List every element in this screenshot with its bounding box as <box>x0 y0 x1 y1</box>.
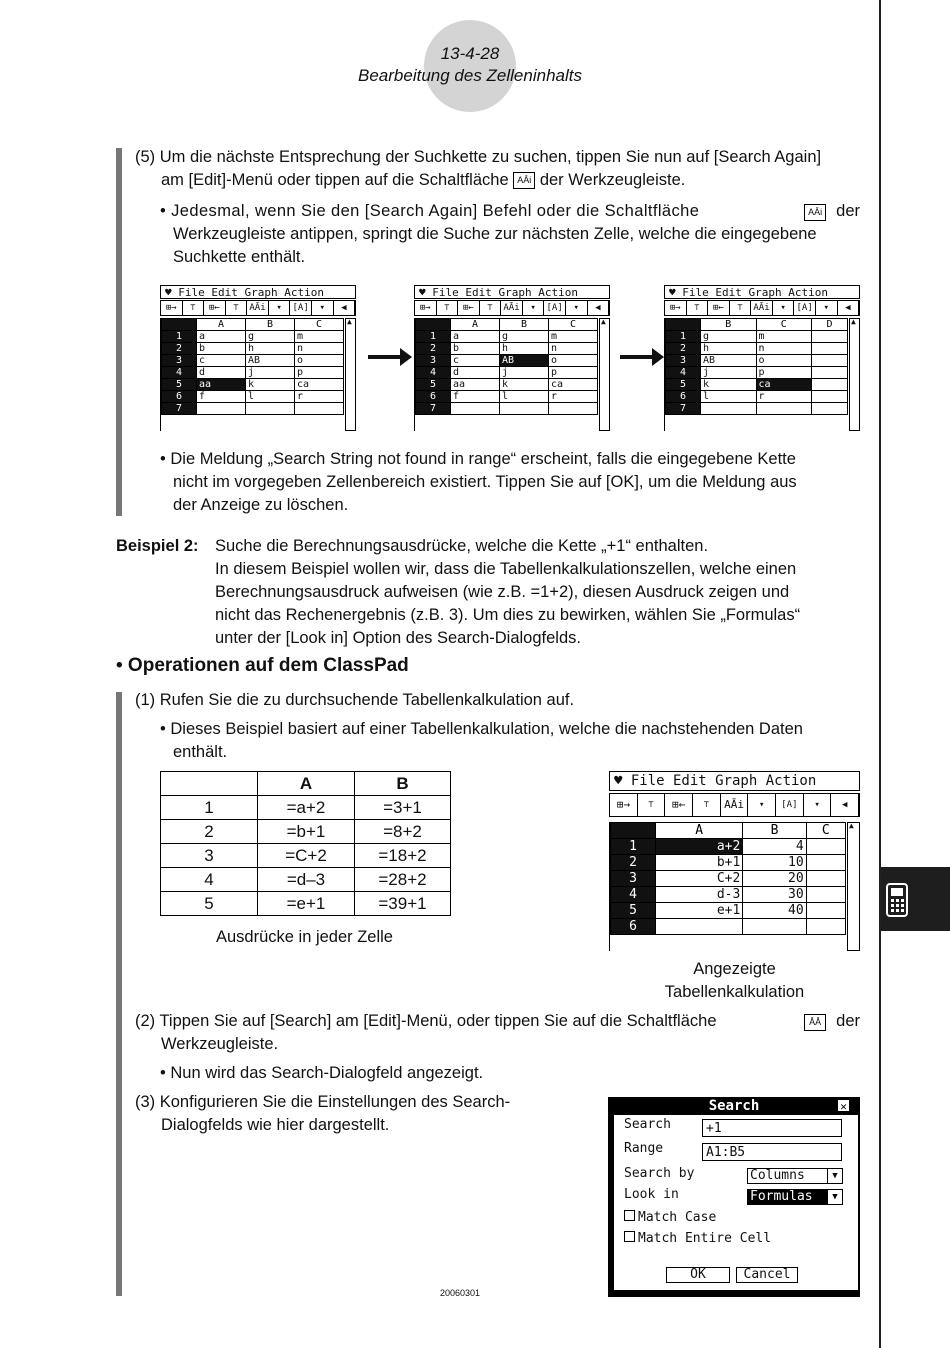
step-1: (1) Rufen Sie die zu durchsuchende Tabellenkalkulation auf. <box>135 691 575 709</box>
arrow-icon <box>620 355 654 359</box>
expression-table <box>160 771 451 916</box>
ok-button[interactable]: OK <box>666 1267 730 1283</box>
toolbar: ⊞→ ⊤ ⊞← ⊤ AĀi ▾ [A] ▾ ◀ <box>664 300 860 316</box>
lookin-label: Look in <box>624 1187 679 1202</box>
bullet-3: • Dieses Beispiel basiert auf einer Tabellenkalkulation, welche die nachstehenden Daten enthält. <box>160 720 803 761</box>
search-again-icon: AĀi <box>513 172 535 189</box>
calculator-screen-2: ♥ File Edit Graph Action ⊞→ ⊤ ⊞← ⊤ AĀi ▾ [A] ▾ ◀ A B C 1 a g m 2 b h n 3 c AB o 4 d j p 5 aa k ca 6 f l r 7 ▲ <box>414 285 610 431</box>
screen-caption: Angezeigte Tabellenkalkulation <box>664 960 805 1001</box>
section-bar <box>116 148 122 516</box>
lookin-select[interactable]: Formulas ▼ <box>747 1189 843 1205</box>
toolbar: ⊞→ ⊤ ⊞← ⊤ AĀi ▾ [A] ▾ ◀ <box>609 793 860 817</box>
calculator-icon <box>881 867 950 931</box>
step-5: (5) Um die nächste Entsprechung der Suchkette zu suchen, tippen Sie nun auf [Search Again] am [Edit]-Menü oder tippen auf die Schaltfläche AĀi der Werkzeugleiste. <box>135 148 822 189</box>
search-dialog <box>608 1097 860 1297</box>
search-again-icon: AĀi <box>804 204 826 221</box>
match-case-checkbox[interactable]: Match Case <box>624 1210 716 1225</box>
toolbar: ⊞→ ⊤ ⊞← ⊤ AĀi ▾ [A] ▾ ◀ <box>414 300 610 316</box>
bullet-1: • Jedesmal, wenn Sie den [Search Again] Befehl oder die Schaltfläche AĀi der Werkzeugleiste antippen, springt die Suche zur nächsten Zelle, welche die eingegebene Suchkette enthält. <box>160 202 860 266</box>
match-entire-cell-checkbox[interactable]: Match Entire Cell <box>624 1231 771 1246</box>
chapter-tab <box>881 867 950 931</box>
dialog-title: Search <box>708 1098 760 1114</box>
close-icon[interactable]: ✕ <box>837 1099 850 1112</box>
toolbar: ⊞→ ⊤ ⊞← ⊤ AĀi ▾ [A] ▾ ◀ <box>160 300 356 316</box>
chevron-down-icon: ▼ <box>827 1190 842 1204</box>
page-number: 13-4-28 <box>440 44 500 63</box>
example-text: Suche die Berechnungsausdrücke, welche die Kette „+1“ enthalten. In diesem Beispiel wollen wir, dass die Tabellenkalkulationszellen, welche einen Berechnungsausdruck aufweisen (wie z.B. =1+2), diesen Ausdruck zeigen und nicht das Rechenergebnis (z.B. 3). Um dies zu bewirken, wählen Sie „Formulas“ unter der [Look in] Option des Search-Dialogfelds. <box>215 537 801 647</box>
table-row: 3 =C+2 =18+2 <box>161 844 451 868</box>
menu-bar: ♥ File Edit Graph Action <box>609 771 860 791</box>
table-row: 5 =e+1 =39+1 <box>161 892 451 916</box>
menu-bar: ♥ File Edit Graph Action <box>414 285 610 299</box>
search-icon: ÅÅ <box>804 1014 826 1031</box>
step-2: (2) Tippen Sie auf [Search] am [Edit]-Menü, oder tippen Sie auf die Schaltfläche ÅÅ der Werkzeugleiste. <box>135 1012 860 1053</box>
page-title: Bearbeitung des Zelleninhalts <box>358 66 582 85</box>
calculator-screen-1: ♥ File Edit Graph Action ⊞→ ⊤ ⊞← ⊤ AĀi ▾ [A] ▾ ◀ A B C 1 a g m 2 b h n 3 c AB o 4 d j p 5 aa k ca 6 f l r 7 ▲ <box>160 285 356 431</box>
searchby-label: Search by <box>624 1166 695 1181</box>
calculator-screen-4: ♥ File Edit Graph Action ⊞→ ⊤ ⊞← ⊤ AĀi ▾ [A] ▾ ◀ A B C 1 a+2 4 2 b+1 10 3 C+2 20 4 d-3 30 5 e+1 40 6 ▲ <box>609 771 860 951</box>
menu-bar: ♥ File Edit Graph Action <box>664 285 860 299</box>
table-caption: Ausdrücke in jeder Zelle <box>215 928 393 946</box>
menu-bar: ♥ File Edit Graph Action <box>160 285 356 299</box>
bullet-2: • Die Meldung „Search String not found in range“ erscheint, falls die eingegebene Kette nicht im vorgegeben Zellenbereich existiert. Tippen Sie auf [OK], um die Meldung aus der Anzeige zu löschen. <box>160 450 797 514</box>
footer-code: 20060301 <box>440 1288 481 1298</box>
range-label: Range <box>624 1141 664 1156</box>
table-row: 4 =d–3 =28+2 <box>161 868 451 892</box>
table-row: 2 =b+1 =8+2 <box>161 820 451 844</box>
right-margin-rule <box>879 0 881 1348</box>
arrow-icon <box>368 355 402 359</box>
range-input[interactable]: A1:B5 <box>702 1143 842 1161</box>
section-heading: • Operationen auf dem ClassPad <box>116 655 409 676</box>
search-label: Search <box>624 1117 671 1132</box>
searchby-select[interactable]: Columns ▼ <box>747 1168 843 1184</box>
chevron-down-icon: ▼ <box>827 1169 842 1183</box>
example-label: Beispiel 2: <box>116 537 199 555</box>
table-row: 1 =a+2 =3+1 <box>161 796 451 820</box>
table-header-row: A B <box>161 772 451 796</box>
calculator-screen-3: ♥ File Edit Graph Action ⊞→ ⊤ ⊞← ⊤ AĀi ▾ [A] ▾ ◀ B C D 1 g m 2 h n 3 AB o 4 j p 5 k ca 6 l r 7 ▲ <box>664 285 860 431</box>
step-3: (3) Konfigurieren Sie die Einstellungen des Search- Dialogfelds wie hier dargestellt. <box>135 1093 511 1134</box>
bullet-4: • Nun wird das Search-Dialogfeld angezeigt. <box>160 1064 484 1082</box>
search-input[interactable]: +1 <box>702 1119 842 1137</box>
section-bar <box>116 692 122 1296</box>
cancel-button[interactable]: Cancel <box>736 1267 798 1283</box>
